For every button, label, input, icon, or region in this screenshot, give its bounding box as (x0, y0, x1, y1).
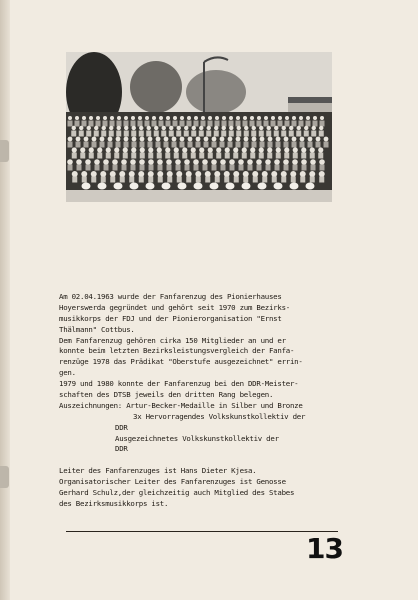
staple (0, 140, 9, 162)
article-text (59, 292, 359, 510)
text-line: Am 02.04.1963 wurde der Fanfarenzug des Pionierhauses (59, 292, 282, 301)
text-line: Gerhard Schulz,der gleichzeitig auch Mitglied des Stabes (59, 488, 295, 498)
text-line: Leiter des Fanfarenzuges ist Hans Dieter Kjesa. (59, 466, 257, 476)
text-line: konnte beim letzten Bezirksleistungsvergleich der Fanfa- (59, 346, 295, 356)
footer-rule (66, 531, 338, 532)
award-item: Ausgezeichnetes Volkskunstkollektiv der (115, 433, 279, 443)
text-line: des Bezirksmusikkorps ist. (59, 498, 169, 508)
award-item: Artur-Becker-Medaille in Silber und Bronze (126, 400, 303, 410)
binding-edge (0, 0, 10, 600)
document-page (10, 0, 418, 600)
text-line: Dem Fanfarenzug gehören cirka 150 Mitglieder an und er (59, 335, 286, 345)
text-line: gen. (59, 368, 76, 378)
text-line: Organisatorischer Leiter des Fanfarenzuges ist Genosse (59, 477, 286, 487)
staple (0, 466, 9, 488)
page-number: 13 (306, 532, 343, 565)
text-line: Hoyerswerda gegründet und gehört seit 1970 zum Bezirks- (59, 302, 290, 312)
text-line: Thälmann" Cottbus. (59, 324, 135, 334)
text-line: musikkorps der FDJ und der Pionierorganisation "Ernst (59, 313, 282, 323)
text-line: renzüge 1978 das Prädikat "Oberstufe ausgezeichnet" errin- (59, 357, 303, 367)
award-item: DDR (115, 422, 128, 432)
awards-line (59, 401, 359, 412)
award-item: DDR (115, 444, 128, 454)
award-item: 3x Hervorragendes Volkskunstkollektiv der (133, 411, 306, 421)
group-photo (66, 52, 332, 202)
awards-label: Auszeichnungen: (59, 400, 122, 410)
text-line: schaften des DTSB jeweils den dritten Rang belegen. (59, 390, 274, 400)
text-line: 1979 und 1980 konnte der Fanfarenzug bei den DDR-Meister- (59, 379, 299, 389)
